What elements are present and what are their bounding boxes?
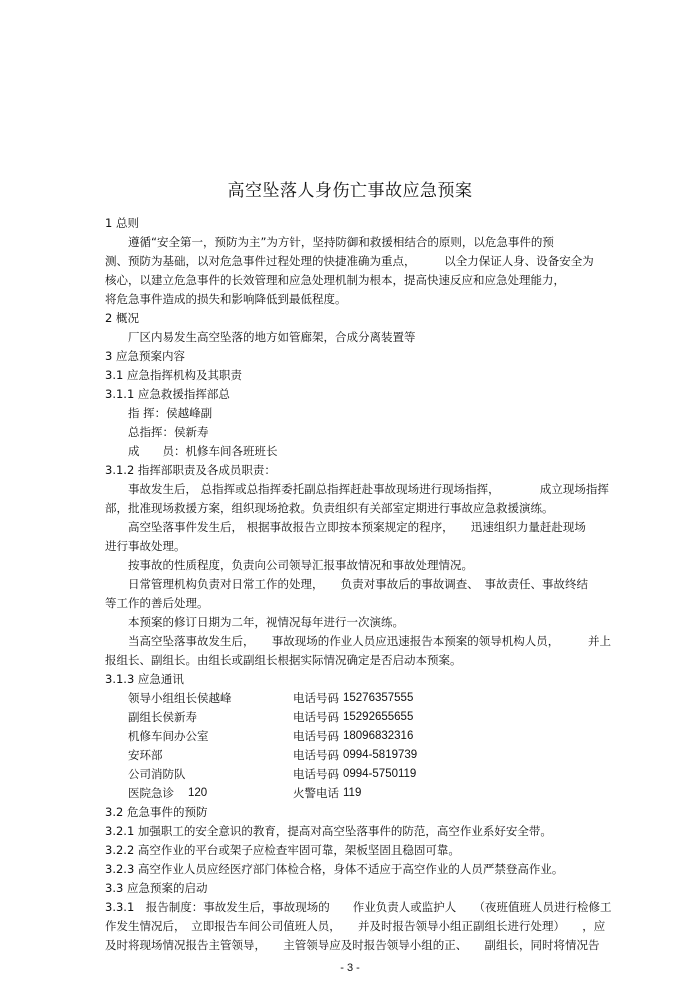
paragraph-line: 3.2.3 高空作业人员应经医疗部门体检合格，身体不适应于高空作业的人员严禁登高作业。	[105, 862, 564, 876]
contact-phone: 120	[188, 787, 208, 799]
paragraph-line: 本预案的修订日期为二年，视情况每年进行一次演练。	[128, 615, 404, 629]
contact-phone: 18096832316	[343, 730, 414, 742]
section-1-heading: 1 总则	[105, 216, 139, 230]
paragraph-line: 核心，以建立危急事件的长效管理和应急处理机制为根本，提高快速反应和应急处理能力，	[105, 273, 565, 287]
section-3-heading: 3 应急预案内容	[105, 349, 185, 363]
contact-name: 领导小组组长侯越峰	[128, 691, 232, 705]
subsection-3-1-1-heading: 3.1.1 应急救援指挥部总	[105, 387, 230, 401]
contact-name: 安环部	[128, 748, 163, 762]
paragraph-line: 部，批准现场救援方案，组织现场抢救。负责组织有关部室定期进行事故应急救援演练。	[105, 501, 554, 515]
paragraph-line: 日常管理机构负责对日常工作的处理， 负责对事故后的事故调查、 事故责任、事故终结	[128, 577, 588, 591]
paragraph-line: 当高空坠落事故发生后， 事故现场的作业人员应迅速报告本预案的领导机构人员， 并上	[128, 634, 611, 648]
contact-name: 医院急诊	[128, 786, 174, 800]
contact-phone: 0994-5819739	[343, 749, 418, 761]
paragraph-line: 测、预防为基础，以对危急事件过程处理的快捷准确为重点， 以全力保证人身、设备安全为	[105, 254, 594, 268]
paragraph-line: 事故发生后， 总指挥或总指挥委托副总指挥赶赴事故现场进行现场指挥， 成立现场指挥	[128, 482, 609, 496]
contact-phone-label: 电话号码	[293, 767, 339, 781]
contact-phone: 15276357555	[343, 692, 414, 704]
subsection-3-1-3-heading: 3.1.3 应急通讯	[105, 672, 184, 686]
contact-phone: 15292655655	[343, 711, 414, 723]
document-title: 高空坠落人身伤亡事故应急预案	[227, 181, 473, 201]
paragraph-line: 3.2.1 加强职工的安全意识的教育，提高对高空坠落事件的防范，高空作业系好安全带。	[105, 824, 552, 838]
paragraph-line: 遵循“安全第一，预防为主”为方针，坚持防御和救援相结合的原则，以危急事件的预	[128, 235, 554, 249]
contact-name: 副组长侯新寿	[128, 710, 197, 724]
page-number: - 3 -	[340, 962, 360, 974]
subsection-3-2-heading: 3.2 危急事件的预防	[105, 805, 208, 819]
contact-name: 机修车间办公室	[128, 729, 209, 743]
paragraph-line: 等工作的善后处理。	[105, 596, 209, 610]
commander-line: 指 挥：侯越峰副	[128, 406, 213, 420]
paragraph-line: 3.2.2 高空作业的平台或架子应检查牢固可靠，架板坚固且稳固可靠。	[105, 843, 460, 857]
paragraph-line: 进行事故处理。	[105, 539, 186, 553]
members-line: 成 员：机修车间各班班长	[128, 444, 278, 458]
contact-phone-label: 火警电话	[293, 786, 339, 800]
contact-phone-label: 电话号码	[293, 710, 339, 724]
contact-phone: 0994-5750119	[343, 768, 417, 780]
contact-phone-label: 电话号码	[293, 748, 339, 762]
subsection-3-1-2-heading: 3.1.2 指挥部职责及各成员职责：	[105, 463, 276, 477]
paragraph-line: 及时将现场情况报告主管领导， 主管领导应及时报告领导小组的正、 副组长，同时将情况告	[105, 938, 600, 952]
paragraph-line: 将危急事件造成的损失和影响降低到最低程度。	[105, 292, 347, 306]
contact-phone-label: 电话号码	[293, 729, 339, 743]
paragraph-line: 作发生情况后， 立即报告车间公司值班人员， 并及时报告领导小组正副组长进行处理） ，应	[105, 919, 606, 933]
contact-phone: 119	[343, 787, 362, 799]
contact-name: 公司消防队	[128, 767, 186, 781]
subsection-3-3-heading: 3.3 应急预案的启动	[105, 881, 208, 895]
paragraph-line: 按事故的性质程度，负责向公司领导汇报事故情况和事故处理情况。	[128, 558, 473, 572]
chief-commander-line: 总指挥：侯新寿	[128, 425, 209, 439]
paragraph-line: 高空坠落事件发生后， 根据事故报告立即按本预案规定的程序， 迅速组织力量赶赴现场	[128, 520, 586, 534]
section-2-heading: 2 概况	[105, 311, 139, 325]
paragraph-line: 厂区内易发生高空坠落的地方如管廊架，合成分离装置等	[128, 330, 416, 344]
paragraph-line: 报组长、副组长。由组长或副组长根据实际情况确定是否启动本预案。	[105, 653, 462, 667]
paragraph-line: 3.3.1 报告制度：事故发生后，事故现场的 作业负责人或监护人 （夜班值班人员进行检修工	[105, 900, 612, 914]
contact-phone-label: 电话号码	[293, 691, 339, 705]
subsection-3-1-heading: 3.1 应急指挥机构及其职责	[105, 368, 242, 382]
